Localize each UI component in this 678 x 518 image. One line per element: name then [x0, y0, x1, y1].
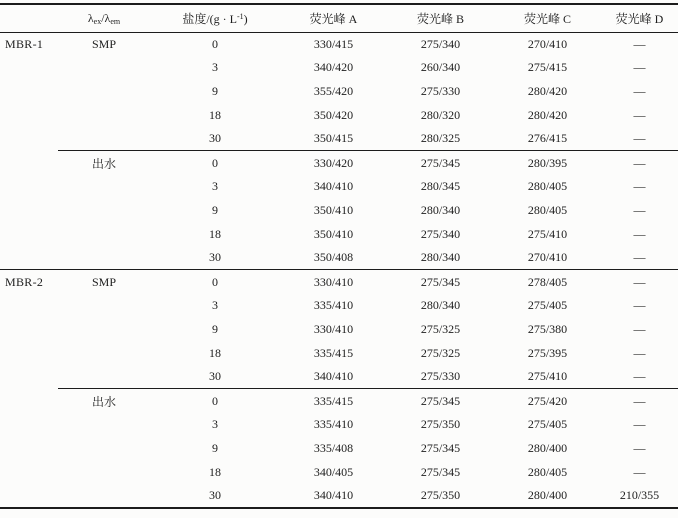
salinity-unit-post: ) [243, 11, 248, 26]
cell-peak-b: 280/340 [420, 298, 461, 313]
table-row [0, 151, 678, 175]
cell-peak-d: — [633, 250, 646, 265]
cell-group [0, 56, 58, 80]
table-row [0, 175, 678, 199]
cell-peak-b: 275/345 [420, 440, 461, 455]
cell-peak-d: — [601, 270, 678, 294]
column-header-peak-d: 荧光峰 D [601, 4, 678, 32]
cell-peak-b: 280/345 [420, 179, 461, 194]
cell-peak-b: 275/330 [420, 83, 461, 98]
table-row [0, 318, 678, 342]
salinity-unit-exponent: -1 [237, 11, 244, 21]
salinity-unit-pre: 盐度/(g · L [182, 11, 237, 26]
cell-peak-b: 275/340 [420, 226, 461, 241]
cell-salinity: 0 [150, 151, 280, 175]
cell-peak-d: — [633, 36, 646, 51]
cell-salinity: 30 [209, 369, 221, 384]
cell-salinity: 18 [209, 345, 221, 360]
cell-peak-a: 350/420 [313, 107, 354, 122]
table-row [0, 294, 678, 318]
cell-group [0, 151, 58, 175]
cell-peak-a: 335/410 [313, 298, 354, 313]
cell-group [0, 103, 58, 127]
cell-peak-d: — [633, 60, 646, 75]
cell-group [0, 80, 58, 104]
cell-peak-a: 330/420 [280, 151, 387, 175]
lambda-ex-base: λ [87, 10, 94, 25]
cell-salinity: 0 [150, 270, 280, 294]
cell-peak-a: 330/410 [313, 321, 354, 336]
cell-peak-a: 330/410 [280, 270, 387, 294]
table-row [0, 56, 678, 80]
lambda-ex-sub: ex [93, 16, 102, 26]
cell-peak-a: 330/415 [313, 36, 354, 51]
cell-peak-c: 275/395 [527, 345, 568, 360]
cell-peak-c: 275/405 [527, 417, 568, 432]
cell-peak-d: — [601, 151, 678, 175]
cell-sample [58, 56, 150, 80]
cell-peak-a: 350/410 [313, 226, 354, 241]
cell-peak-d: — [633, 417, 646, 432]
cell-peak-b: 275/345 [387, 389, 494, 413]
cell-peak-d: — [633, 107, 646, 122]
cell-peak-c: 280/420 [527, 83, 568, 98]
cell-peak-b: 275/340 [420, 36, 461, 51]
table-row [0, 32, 678, 56]
cell-peak-a: 355/420 [313, 83, 354, 98]
cell-peak-c: 270/410 [527, 36, 568, 51]
column-header-peak-a: 荧光峰 A [280, 4, 387, 32]
cell-peak-b: 280/340 [420, 250, 461, 265]
cell-salinity: 18 [209, 464, 221, 479]
column-header-group [0, 4, 58, 32]
cell-peak-d: — [633, 440, 646, 455]
cell-peak-d: — [633, 369, 646, 384]
cell-group [0, 222, 58, 246]
column-header-salinity [150, 4, 280, 32]
column-header-peak-c: 荧光峰 C [494, 4, 601, 32]
cell-group [0, 246, 58, 270]
cell-peak-a: 340/410 [313, 488, 354, 503]
cell-salinity: 0 [150, 389, 280, 413]
cell-group: MBR-2 [0, 270, 58, 294]
cell-peak-a: 350/415 [313, 131, 354, 146]
cell-peak-a: 340/410 [313, 179, 354, 194]
cell-group [0, 460, 58, 484]
cell-peak-b: 280/340 [420, 202, 461, 217]
cell-sample: SMP [58, 270, 150, 294]
table-row [0, 413, 678, 437]
cell-peak-c: 280/395 [494, 151, 601, 175]
cell-peak-d: — [633, 131, 646, 146]
cell-sample [58, 318, 150, 342]
cell-sample: 出水 [58, 151, 150, 175]
cell-sample [58, 199, 150, 223]
cell-group [0, 389, 58, 413]
table-row [0, 460, 678, 484]
table-row [0, 437, 678, 461]
cell-peak-c: 278/405 [494, 270, 601, 294]
cell-peak-b: 275/345 [387, 270, 494, 294]
cell-peak-c: 275/410 [527, 369, 568, 384]
cell-peak-d: — [633, 83, 646, 98]
cell-group: MBR-1 [5, 36, 44, 51]
cell-salinity: 18 [209, 107, 221, 122]
cell-salinity: 9 [212, 321, 218, 336]
cell-peak-c: 275/410 [527, 226, 568, 241]
table-row [0, 246, 678, 270]
cell-peak-c: 276/415 [527, 131, 568, 146]
cell-sample [58, 103, 150, 127]
cell-sample [58, 127, 150, 151]
cell-peak-c: 280/405 [527, 202, 568, 217]
cell-peak-c: 270/410 [527, 250, 568, 265]
table-row [0, 103, 678, 127]
cell-peak-a: 340/405 [313, 464, 354, 479]
lambda-em-base: /λ [101, 10, 111, 25]
cell-peak-a: 335/415 [313, 345, 354, 360]
cell-group [0, 341, 58, 365]
cell-peak-b: 275/345 [387, 151, 494, 175]
cell-peak-d: — [633, 321, 646, 336]
cell-salinity: 9 [212, 440, 218, 455]
cell-peak-d: — [633, 226, 646, 241]
table-row [0, 484, 678, 508]
cell-group [0, 413, 58, 437]
cell-peak-c: 275/405 [527, 298, 568, 313]
cell-peak-d: — [601, 389, 678, 413]
cell-peak-a: 340/410 [313, 369, 354, 384]
cell-salinity: 30 [209, 488, 221, 503]
table-row [0, 365, 678, 389]
cell-peak-c: 280/400 [527, 488, 568, 503]
cell-peak-b: 275/350 [420, 417, 461, 432]
cell-group [0, 175, 58, 199]
table-row [0, 222, 678, 246]
cell-salinity: 30 [209, 250, 221, 265]
cell-sample [58, 437, 150, 461]
lambda-em-sub: em [110, 16, 121, 26]
column-header-lambda [58, 4, 150, 32]
cell-sample [58, 365, 150, 389]
header-row [0, 4, 678, 32]
cell-peak-c: 280/405 [527, 179, 568, 194]
cell-peak-b: 280/320 [420, 107, 461, 122]
table-row [0, 341, 678, 365]
cell-sample [58, 484, 150, 508]
cell-sample: 出水 [58, 389, 150, 413]
cell-peak-b: 275/350 [420, 488, 461, 503]
cell-salinity: 3 [212, 417, 218, 432]
cell-salinity: 30 [209, 131, 221, 146]
cell-peak-a: 335/408 [313, 440, 354, 455]
cell-group [0, 437, 58, 461]
cell-peak-d: — [633, 345, 646, 360]
cell-sample [58, 175, 150, 199]
cell-salinity: 9 [212, 83, 218, 98]
cell-peak-b: 260/340 [420, 60, 461, 75]
cell-sample [58, 341, 150, 365]
fluorescence-peaks-table [0, 3, 678, 509]
column-header-peak-b: 荧光峰 B [387, 4, 494, 32]
table-row [0, 270, 678, 294]
cell-peak-b: 280/325 [420, 131, 461, 146]
cell-peak-c: 275/420 [494, 389, 601, 413]
cell-sample [58, 246, 150, 270]
cell-peak-c: 275/380 [527, 321, 568, 336]
cell-peak-d: — [633, 202, 646, 217]
cell-sample [58, 294, 150, 318]
cell-peak-b: 275/325 [420, 321, 461, 336]
table-row [0, 199, 678, 223]
cell-peak-c: 275/415 [527, 60, 568, 75]
cell-sample [58, 80, 150, 104]
cell-salinity: 18 [209, 226, 221, 241]
cell-peak-b: 275/330 [420, 369, 461, 384]
cell-group [0, 294, 58, 318]
cell-peak-d: 210/355 [619, 488, 660, 503]
cell-peak-a: 335/415 [280, 389, 387, 413]
cell-group [0, 318, 58, 342]
cell-peak-a: 350/410 [313, 202, 354, 217]
cell-group [0, 484, 58, 508]
cell-peak-d: — [633, 298, 646, 313]
cell-peak-c: 280/420 [527, 107, 568, 122]
cell-peak-b: 275/325 [420, 345, 461, 360]
cell-peak-a: 340/420 [313, 60, 354, 75]
cell-group [0, 199, 58, 223]
cell-peak-a: 350/408 [313, 250, 354, 265]
cell-sample [58, 460, 150, 484]
cell-sample [58, 413, 150, 437]
cell-peak-b: 275/345 [420, 464, 461, 479]
cell-salinity: 9 [212, 202, 218, 217]
cell-peak-d: — [633, 464, 646, 479]
cell-salinity: 3 [212, 298, 218, 313]
cell-salinity: 0 [212, 36, 218, 51]
cell-peak-a: 335/410 [313, 417, 354, 432]
table-row [0, 389, 678, 413]
cell-peak-c: 280/405 [527, 464, 568, 479]
cell-group [0, 127, 58, 151]
cell-sample [58, 222, 150, 246]
cell-peak-d: — [633, 179, 646, 194]
cell-group [0, 365, 58, 389]
cell-salinity: 3 [212, 60, 218, 75]
cell-peak-c: 280/400 [527, 440, 568, 455]
table-row [0, 127, 678, 151]
table-row [0, 80, 678, 104]
cell-sample: SMP [91, 36, 117, 51]
cell-salinity: 3 [212, 179, 218, 194]
